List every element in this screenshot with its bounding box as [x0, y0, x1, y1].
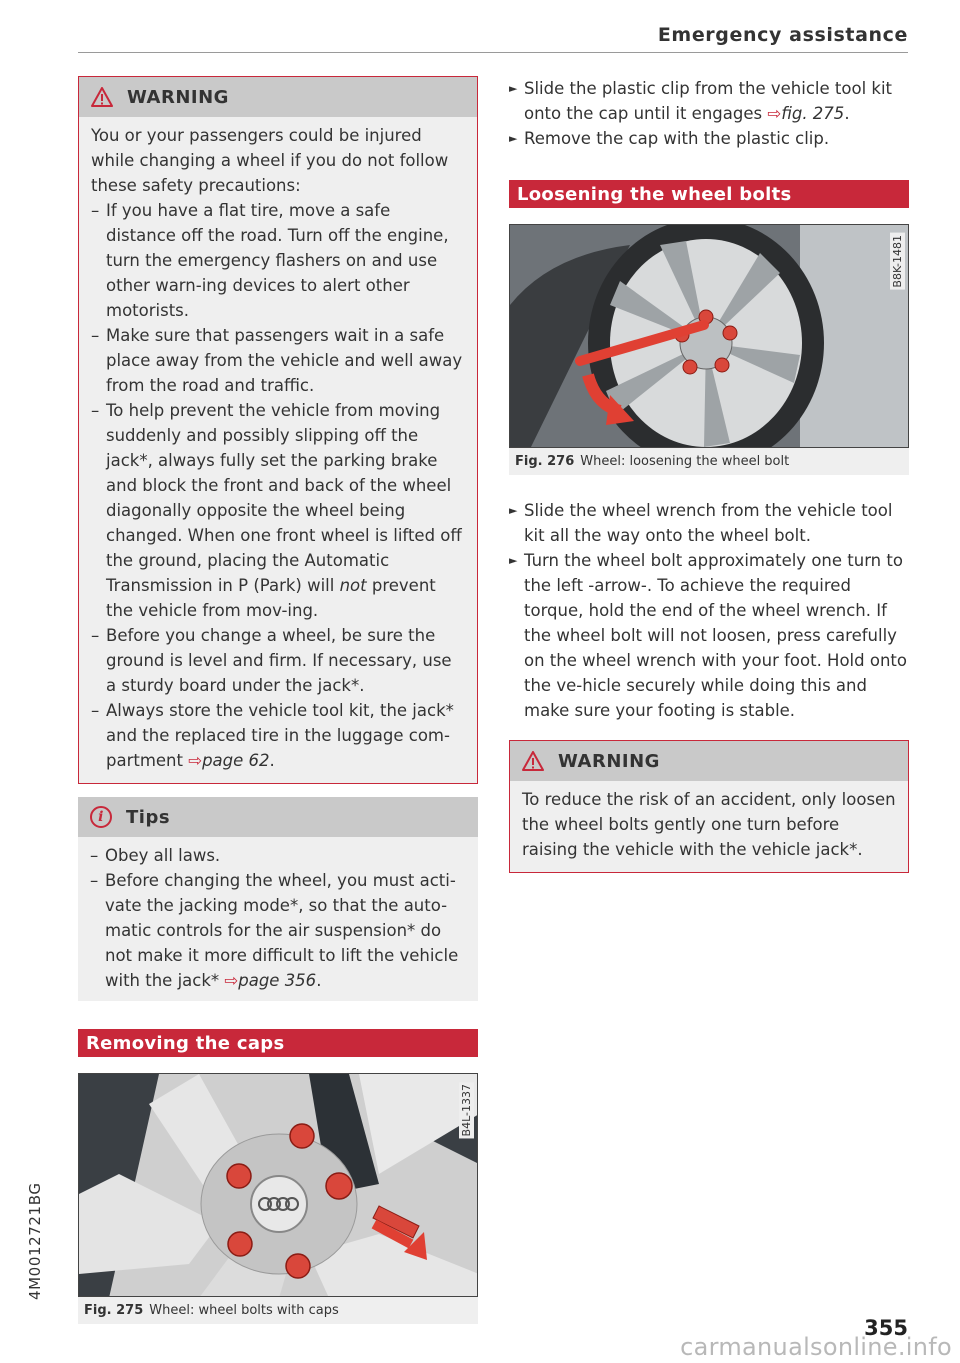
figure-275 — [78, 1073, 478, 1324]
warning-intro: You or your passengers could be injured while changing a wheel if you do not follow these safety precautions: — [91, 126, 449, 195]
tips-item: – Obey all laws. — [90, 843, 466, 868]
warning-header — [79, 77, 477, 117]
tips-box — [78, 797, 478, 1001]
running-header-title: Emergency assistance — [657, 24, 908, 46]
warning-item: – If you have a flat tire, move a safe distance off the road. Turn off the engine, turn the emergency flashers on and use other warn-ing devices to alert other motorists. — [91, 198, 465, 323]
warning-body — [79, 117, 477, 783]
reference-arrow-icon: ⇨ — [224, 971, 239, 990]
figure-code: B8K-1481 — [891, 235, 904, 288]
header-rule — [78, 52, 908, 53]
emphasis-not: not — [339, 576, 367, 595]
warning-item — [91, 698, 465, 773]
figure-276 — [509, 224, 909, 475]
reference-arrow-icon: ⇨ — [188, 751, 203, 770]
tips-header — [78, 797, 478, 837]
tips-item-text: Before changing the wheel, you must acti-vate the jacking mode*, so that the auto-matic controls for the air suspension* do not make it more difficult to lift the vehicle with the jack* — [105, 871, 459, 990]
warning-item-text: To help prevent the vehicle from moving suddenly and possibly slipping off the jack*, always fully set the parking brake and block the front and back of the wheel diagonally opposite the wheel being changed. When one front wheel is lifted off the ground, placing the Automatic Transmission in P (Park) will — [106, 401, 462, 595]
warning-title: WARNING — [127, 86, 229, 108]
warning-triangle-icon — [91, 87, 113, 107]
wheel-wrench-illustration — [509, 224, 909, 448]
left-column — [78, 76, 478, 1324]
warning-text: To reduce the risk of an accident, only loosen the wheel bolts gently one turn before raising the vehicle with the vehicle jack*. — [522, 790, 896, 859]
step-item: ► Slide the wheel wrench from the vehicle tool kit all the way onto the wheel bolt. — [509, 498, 909, 548]
tips-title: Tips — [126, 806, 171, 828]
page-reference-link[interactable]: page 62 — [202, 751, 270, 770]
figure-caption — [509, 448, 909, 475]
document-code-text: 4M0012721BG — [26, 1182, 44, 1300]
warning-box-right — [509, 740, 909, 873]
step-item: ► Remove the cap with the plastic clip. — [509, 126, 909, 151]
wheel-caps-drawing — [79, 1074, 478, 1297]
figure-code: B4L-1337 — [460, 1084, 473, 1137]
tips-item — [90, 868, 466, 993]
step-text: Slide the plastic clip from the vehicle tool kit onto the cap until it engages — [524, 79, 893, 123]
warning-item-text: Always store the vehicle tool kit, the jack* and the replaced tire in the luggage com-partment — [106, 701, 454, 770]
warning-item-tail: prevent the vehicle from mov-ing. — [106, 576, 436, 620]
figure-number: Fig. 275 — [84, 1303, 144, 1318]
page-number: 355 — [864, 1316, 908, 1340]
section-heading-removing-caps: Removing the caps — [78, 1029, 478, 1057]
warning-item: – Before you change a wheel, be sure the ground is level and firm. If necessary, use a sturdy board under the jack*. — [91, 623, 465, 698]
warning-header — [510, 741, 908, 781]
page-reference-link[interactable]: page 356 — [238, 971, 317, 990]
figure-caption-text: Wheel: loosening the wheel bolt — [580, 454, 790, 469]
figure-caption-text: Wheel: wheel bolts with caps — [149, 1303, 339, 1318]
figure-reference-link[interactable]: fig. 275 — [781, 104, 845, 123]
wheel-wrench-drawing — [510, 225, 909, 448]
right-column — [509, 76, 909, 873]
steps-group — [509, 498, 909, 723]
reference-arrow-icon: ⇨ — [767, 104, 782, 123]
warning-item: – Make sure that passengers wait in a safe place away from the vehicle and well away from the road and traffic. — [91, 323, 465, 398]
info-icon: i — [90, 806, 112, 828]
step-item: ► Turn the wheel bolt approximately one turn to the left -arrow-. To achieve the required torque, hold the end of the wheel wrench. If the wheel bolt will not loosen, press carefully on the wheel wrench with your foot. Hold onto the ve-hicle securely while doing this and make sure your footing is stable. — [509, 548, 909, 723]
step-item — [509, 76, 909, 126]
warning-triangle-icon — [522, 751, 544, 771]
figure-number: Fig. 276 — [515, 454, 575, 469]
document-code — [26, 1182, 44, 1363]
warning-box — [78, 76, 478, 784]
step-tail: . — [844, 104, 850, 123]
wheel-caps-illustration — [78, 1073, 478, 1297]
section-heading-loosening-bolts: Loosening the wheel bolts — [509, 180, 909, 208]
figure-caption — [78, 1297, 478, 1324]
tips-body — [78, 837, 478, 1001]
warning-item — [91, 398, 465, 623]
warning-title: WARNING — [558, 750, 660, 772]
warning-body — [510, 781, 908, 872]
warning-item-tail: . — [269, 751, 275, 770]
tips-item-tail: . — [316, 971, 322, 990]
watermark: carmanualsonline.info — [680, 1333, 952, 1361]
